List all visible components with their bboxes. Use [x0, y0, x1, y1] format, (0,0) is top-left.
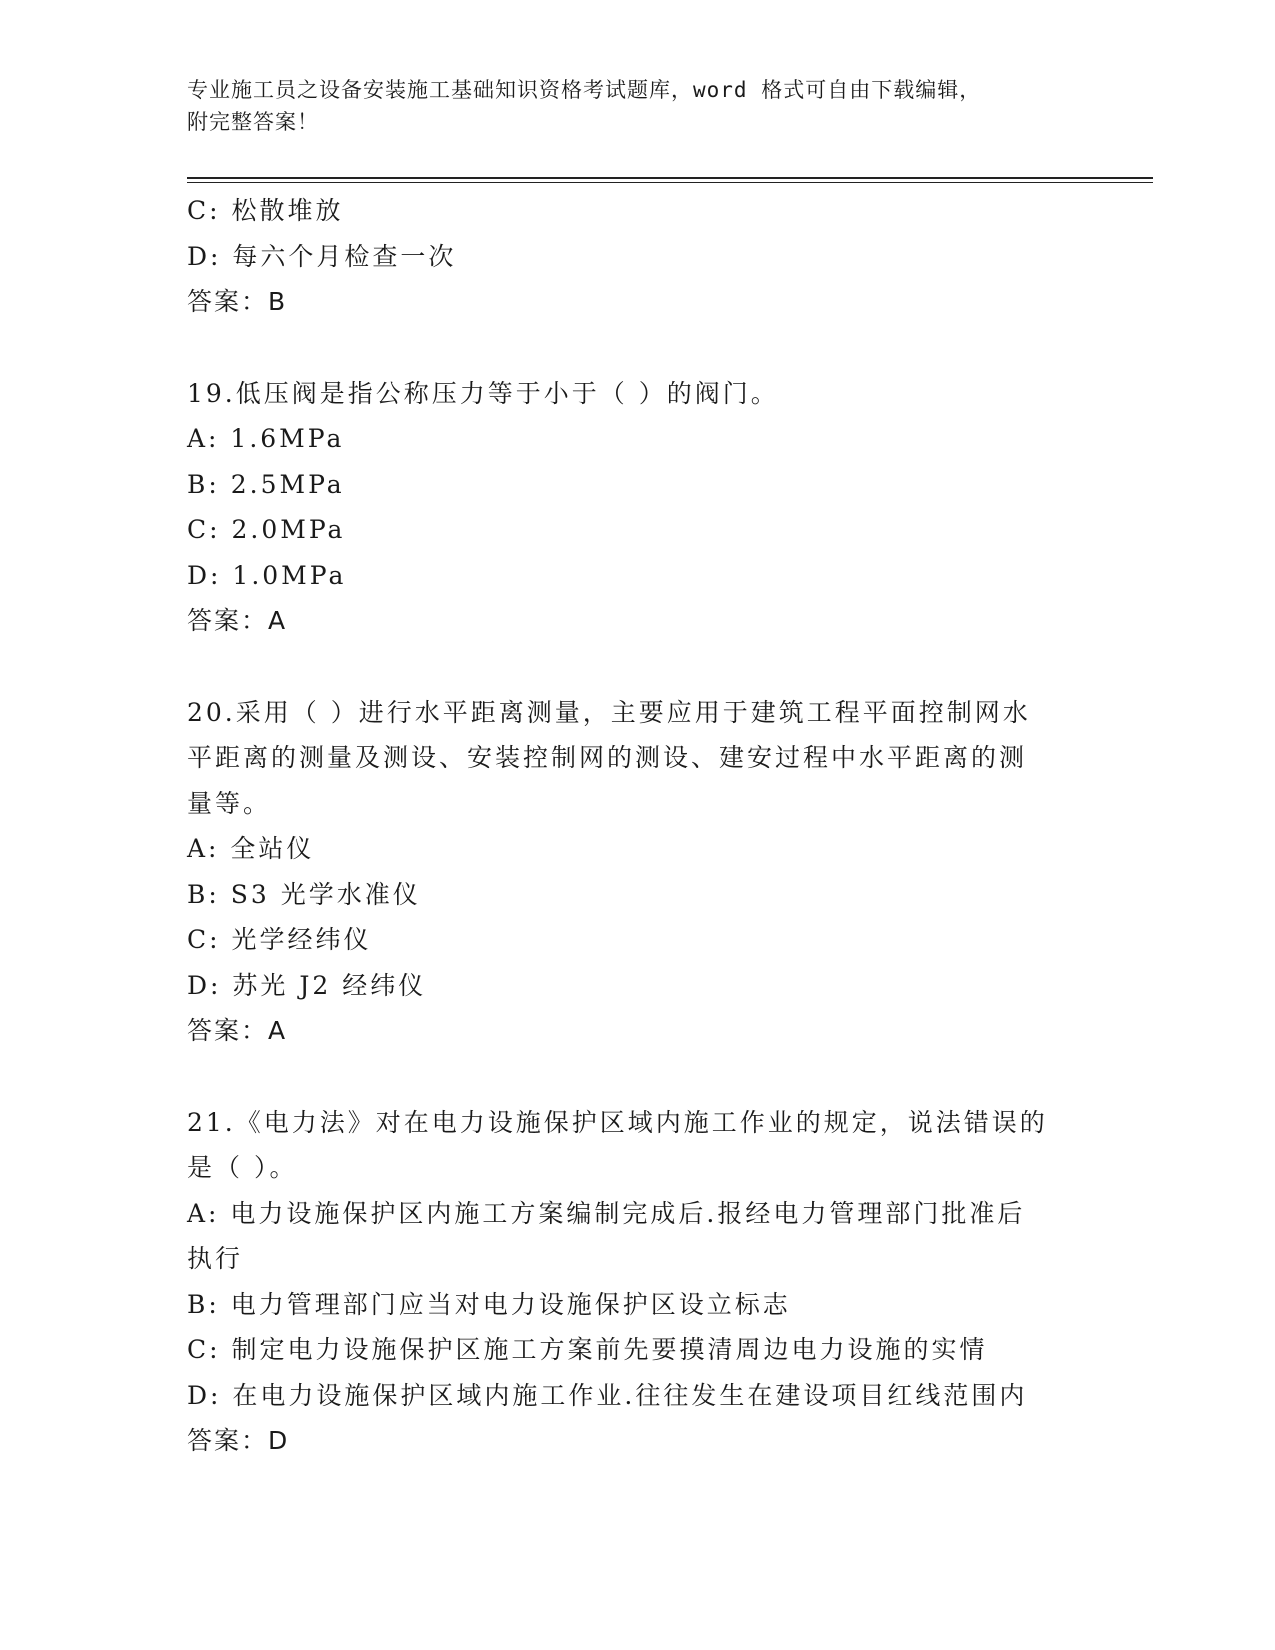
question-21 — [187, 1100, 1087, 1464]
option-d: D: 苏光 J2 经纬仪 — [187, 970, 427, 1000]
option-c: C: 光学经纬仪 — [187, 925, 372, 954]
option-c: C: 松散堆放 — [187, 196, 344, 225]
option-d: D: 每六个月检查一次 — [187, 241, 457, 271]
answer-line: 答案：D — [187, 1426, 290, 1455]
question-stem-cont: 平距离的测量及测设、安装控制网的测设、建安过程中水平距离的测 — [187, 743, 1028, 772]
option-a: A: 电力设施保护区内施工方案编制完成后.报经电力管理部门批准后 — [187, 1198, 1026, 1228]
spacer — [187, 325, 1087, 371]
header-line-2: 附完整答案！ — [187, 110, 319, 134]
question-stem: 20.采用（ ）进行水平距离测量，主要应用于建筑工程平面控制网水 — [187, 697, 1031, 727]
header-line-1: 专业施工员之设备安装施工基础知识资格考试题库，word 格式可自由下载编辑， — [187, 78, 982, 102]
answer-line: 答案：A — [187, 1016, 288, 1045]
question-stem: 19.低压阀是指公称压力等于小于（ ）的阀门。 — [187, 378, 779, 408]
answer-line: 答案：B — [187, 287, 288, 316]
option-a-cont: 执行 — [187, 1244, 244, 1273]
question-stem-cont: 是（ ）。 — [187, 1153, 298, 1182]
document-header — [187, 74, 1067, 138]
question-list — [187, 188, 1087, 1464]
option-b: B: 2.5MPa — [187, 469, 345, 499]
question-19 — [187, 371, 1087, 644]
option-b: B: S3 光学水准仪 — [187, 879, 421, 909]
question-20 — [187, 690, 1087, 1054]
question-stem-cont: 量等。 — [187, 788, 272, 818]
header-divider — [187, 177, 1153, 183]
option-d: D: 1.0MPa — [187, 560, 347, 590]
option-b: B: 电力管理部门应当对电力设施保护区设立标志 — [187, 1289, 791, 1319]
question-stem: 21.《电力法》对在电力设施保护区域内施工作业的规定，说法错误的 — [187, 1107, 1048, 1137]
option-c: C: 制定电力设施保护区施工方案前先要摸清周边电力设施的实情 — [187, 1335, 988, 1364]
option-c: C: 2.0MPa — [187, 515, 346, 544]
previous-question-tail — [187, 188, 1087, 325]
answer-line: 答案：A — [187, 606, 288, 635]
option-d: D: 在电力设施保护区域内施工作业.往往发生在建设项目红线范围内 — [187, 1380, 1028, 1410]
option-a: A: 全站仪 — [187, 834, 315, 863]
spacer — [187, 644, 1087, 690]
spacer — [187, 1054, 1087, 1100]
option-a: A: 1.6MPa — [187, 424, 345, 453]
